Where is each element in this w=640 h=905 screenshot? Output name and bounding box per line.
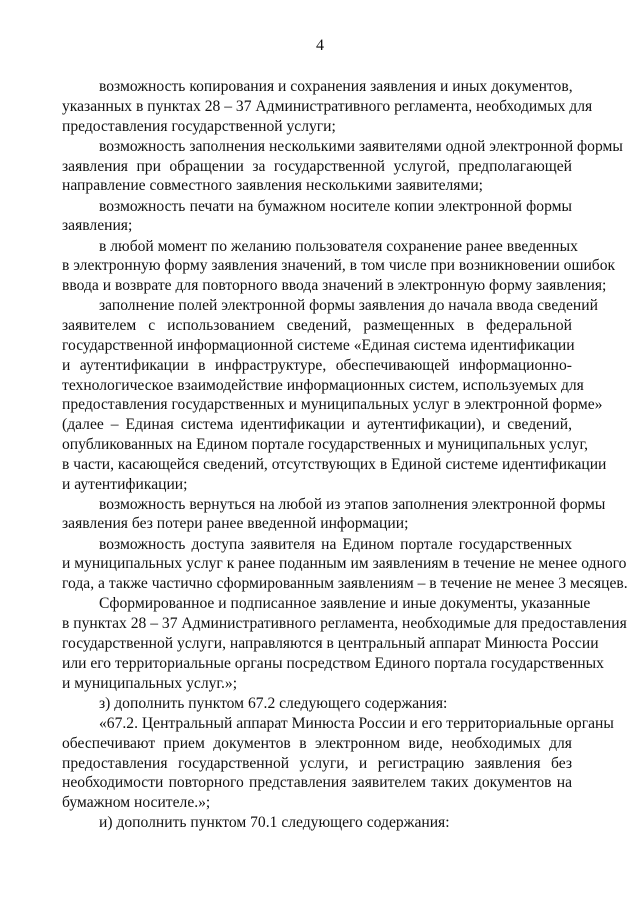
text-line: заявления; [62,217,133,235]
text-line: заявления без потери ранее введенной информации; [62,515,409,533]
paragraph [62,296,607,494]
text-line: технологическое взаимодействие информационных систем, используемых для [62,376,584,394]
text-line: бумажном носителе.»; [62,794,211,812]
text-line: заполнение полей электронной формы заявления до начала ввода сведений [99,297,598,315]
text-line: и аутентификации в инфраструктуре, обеспечивающей информационно- [62,356,572,374]
text-line: и) дополнить пунктом 70.1 следующего содержания: [99,814,450,832]
text-line: Сформированное и подписанное заявление и иные документы, указанные [99,595,591,613]
text-line: ввода и возврате для повторного ввода значений в электронную форму заявления; [62,277,607,295]
text-line: предоставления государственной услуги, и регистрацию заявления без [62,754,572,772]
text-line: или его территориальные органы посредством Единого портала государственных [62,654,604,672]
paragraph [62,495,606,535]
text-line: предоставления государственных и муниципальных услуг в электронной форме» [62,396,603,414]
text-line: года, а также частично сформированным заявлениям – в течение не менее 3 месяцев. [62,575,628,593]
text-line: заявления при обращении за государственной услугой, предполагающей [62,157,572,175]
text-line: и муниципальных услуг.»; [62,674,238,692]
text-line: в любой момент по желанию пользователя сохранение ранее введенных [99,237,578,255]
paragraph [62,137,623,196]
paragraph [62,237,616,296]
text-line: направление совместного заявления несколькими заявителями; [62,177,484,195]
text-line: в части, касающейся сведений, отсутствующих в Единой системе идентификации [62,455,607,473]
paragraph [62,714,614,813]
text-line: возможность печати на бумажном носителе копии электронной формы [99,197,572,215]
text-line: предоставления государственной услуги; [62,117,336,135]
paragraph [62,694,572,714]
text-line: в пунктах 28 – 37 Административного регламента, необходимые для предоставления [62,615,627,633]
page-number: 4 [316,37,324,54]
text-line: возможность копирования и сохранения заявления и иных документов, [99,78,573,95]
text-line: «67.2. Центральный аппарат Минюста России и его территориальные органы [99,715,614,733]
text-line: указанных в пунктах 28 – 37 Административного регламента, необходимых для [62,97,593,115]
text-line: возможность доступа заявителя на Едином портале государственных [99,535,572,553]
document-body [62,77,628,834]
text-line: возможность вернуться на любой из этапов заполнения электронной формы [99,495,606,513]
text-line: государственной информационной системе «Единая система идентификации [62,336,575,354]
text-line: государственной услуги, направляются в центральный аппарат Минюста России [62,635,599,653]
paragraph [62,594,627,693]
paragraph [62,535,628,594]
paragraph [62,197,572,237]
text-line: заявителем с использованием сведений, размещенных в федеральной [62,317,572,335]
text-line: необходимости повторного представления заявителем таких документов на [62,774,572,792]
text-line: з) дополнить пунктом 67.2 следующего содержания: [99,694,448,712]
text-line: обеспечивают прием документов в электронном виде, необходимых для [62,734,572,752]
text-line: в электронную форму заявления значений, в том числе при возникновении ошибок [62,257,616,275]
text-line: и аутентификации; [62,475,188,493]
text-line: возможность заполнения несколькими заявителями одной электронной формы [99,137,623,155]
text-line: опубликованных на Едином портале государственных и муниципальных услуг, [62,435,589,453]
paragraph [62,77,593,136]
text-line: и муниципальных услуг к ранее поданным им заявлениям в течение не менее одного [62,555,627,573]
paragraph [62,813,572,833]
text-line: (далее – Единая система идентификации и аутентификации), и сведений, [62,416,572,434]
